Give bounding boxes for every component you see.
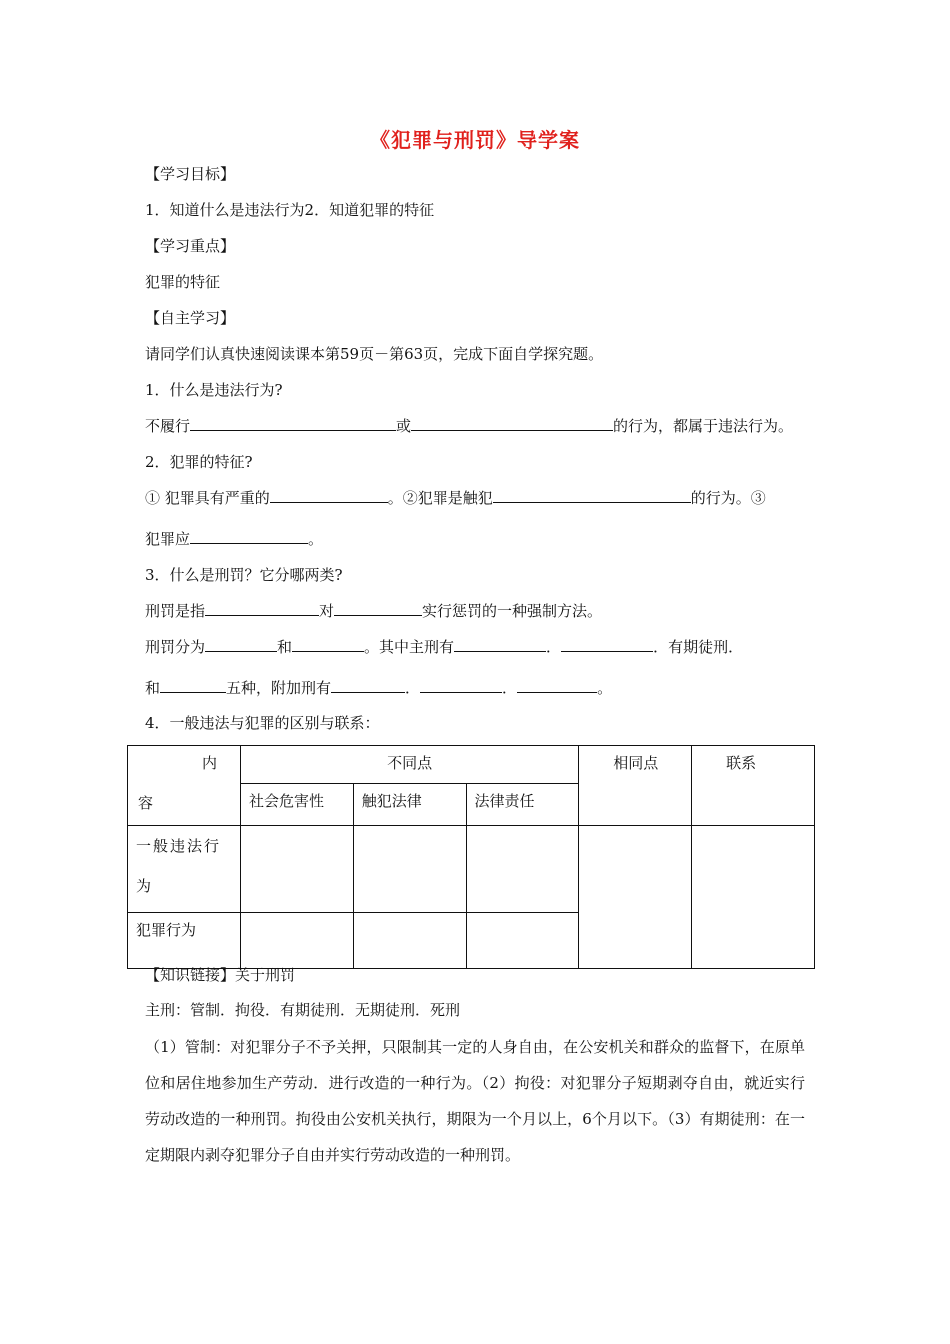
q3-text-3c: ． xyxy=(405,679,421,697)
knowledge-paragraph: （1）管制：对犯罪分子不予关押，只限制其一定的人身自由，在公安机关和群众的监督下，在原单位和居住地参加生产劳动．进行改造的一种行为。（2）拘役：对犯罪分子短期剥夺自由，就近实行劳动改造的一种刑罚。拘役由公安机关执行，期限为一个月以上，6个月以下。（3）有期徒刑：在一定期限内剥夺犯罪分子自由并实行劳动改造的一种刑罚。 xyxy=(145,1038,805,1164)
question-3-fill-line3 xyxy=(145,676,612,699)
q1-text-c: 的行为，都属于违法行为。 xyxy=(613,417,794,435)
cell-r1-harm[interactable] xyxy=(240,826,353,913)
q3-blank-9[interactable] xyxy=(420,676,502,693)
q2-text-a: ① 犯罪具有严重的 xyxy=(145,489,270,507)
q3-text-3d: ． xyxy=(502,679,518,697)
focus-text: 犯罪的特征 xyxy=(145,273,221,291)
q3-blank-6[interactable] xyxy=(561,635,653,652)
comparison-table xyxy=(127,745,815,969)
question-1: 1．什么是违法行为? xyxy=(145,381,283,399)
header-content-cell xyxy=(128,746,241,826)
header-link: 联系 xyxy=(692,746,815,826)
q3-blank-8[interactable] xyxy=(331,676,405,693)
goal-header: 【学习目标】 xyxy=(145,165,236,183)
question-3-fill-line2 xyxy=(145,635,743,658)
q2-blank-2[interactable] xyxy=(493,486,691,503)
row-general-violation: 一般违法行为 xyxy=(128,826,241,913)
q1-blank-1[interactable] xyxy=(190,414,396,431)
question-3: 3．什么是刑罚？它分哪两类? xyxy=(145,566,343,584)
q2-text-c: 的行为。③ xyxy=(690,489,766,507)
q2-text-e: 。 xyxy=(308,530,324,548)
q1-blank-2[interactable] xyxy=(411,414,613,431)
q2-blank-1[interactable] xyxy=(270,486,388,503)
q3-text-3b: 五种，附加刑有 xyxy=(226,679,332,697)
q3-blank-5[interactable] xyxy=(454,635,546,652)
page-title: 《犯罪与刑罚》导学案 xyxy=(370,128,580,152)
q3-blank-3[interactable] xyxy=(205,635,277,652)
cell-same[interactable] xyxy=(579,826,692,969)
question-4: 4．一般违法与犯罪的区别与联系： xyxy=(145,714,380,732)
question-2-fill-line1 xyxy=(145,486,766,509)
question-3-fill-line1 xyxy=(145,599,602,622)
cell-r1-resp[interactable] xyxy=(466,826,579,913)
goal-text: 1．知道什么是违法行为2．知道犯罪的特征 xyxy=(145,201,435,219)
self-study-header: 【自主学习】 xyxy=(145,309,236,327)
self-study-intro: 请同学们认真快速阅读课本第59页－第63页，完成下面自学探究题。 xyxy=(145,345,604,363)
q2-text-d: 犯罪应 xyxy=(145,530,191,548)
cell-r2-law[interactable] xyxy=(353,913,466,969)
q3-text-1b: 对 xyxy=(319,602,335,620)
q3-text-2d: ． xyxy=(546,638,562,656)
header-content-1: 内 xyxy=(202,754,218,772)
question-1-fill xyxy=(145,414,793,437)
q3-blank-4[interactable] xyxy=(292,635,364,652)
question-2: 2．犯罪的特征? xyxy=(145,453,253,471)
q2-text-b: 。②犯罪是触犯 xyxy=(387,489,493,507)
q3-blank-10[interactable] xyxy=(517,676,597,693)
q2-blank-3[interactable] xyxy=(190,527,308,544)
cell-link[interactable] xyxy=(692,826,815,969)
subheader-law: 触犯法律 xyxy=(353,784,466,826)
q3-text-3e: 。 xyxy=(597,679,613,697)
q3-blank-2[interactable] xyxy=(334,599,422,616)
q3-text-2b: 和 xyxy=(277,638,293,656)
main-penalties: 主刑：管制．拘役．有期徒刑．无期徒刑．死刑 xyxy=(145,1001,461,1019)
row-crime: 犯罪行为 xyxy=(128,913,241,969)
q3-blank-7[interactable] xyxy=(160,676,226,693)
q3-text-1c: 实行惩罚的一种强制方法。 xyxy=(422,602,603,620)
focus-header: 【学习重点】 xyxy=(145,237,236,255)
q3-blank-1[interactable] xyxy=(205,599,319,616)
knowledge-header-line xyxy=(145,964,295,986)
cell-r1-law[interactable] xyxy=(353,826,466,913)
q1-text-b: 或 xyxy=(396,417,412,435)
subheader-harm: 社会危害性 xyxy=(240,784,353,826)
q3-text-2c: 。其中主刑有 xyxy=(364,638,455,656)
q3-text-2e: ．有期徒刑． xyxy=(653,638,744,656)
header-content-2: 容 xyxy=(138,794,154,812)
header-same: 相同点 xyxy=(579,746,692,826)
cell-r2-harm[interactable] xyxy=(240,913,353,969)
q3-text-2a: 刑罚分为 xyxy=(145,638,206,656)
question-2-fill-line2 xyxy=(145,527,323,550)
q1-text-a: 不履行 xyxy=(145,417,191,435)
cell-r2-resp[interactable] xyxy=(466,913,579,969)
q3-text-1a: 刑罚是指 xyxy=(145,602,206,620)
knowledge-header-tail: 关于刑罚 xyxy=(235,966,296,984)
subheader-responsibility: 法律责任 xyxy=(466,784,579,826)
q3-text-3a: 和 xyxy=(145,679,161,697)
header-difference: 不同点 xyxy=(240,746,578,784)
knowledge-header: 【知识链接】 xyxy=(145,966,236,984)
